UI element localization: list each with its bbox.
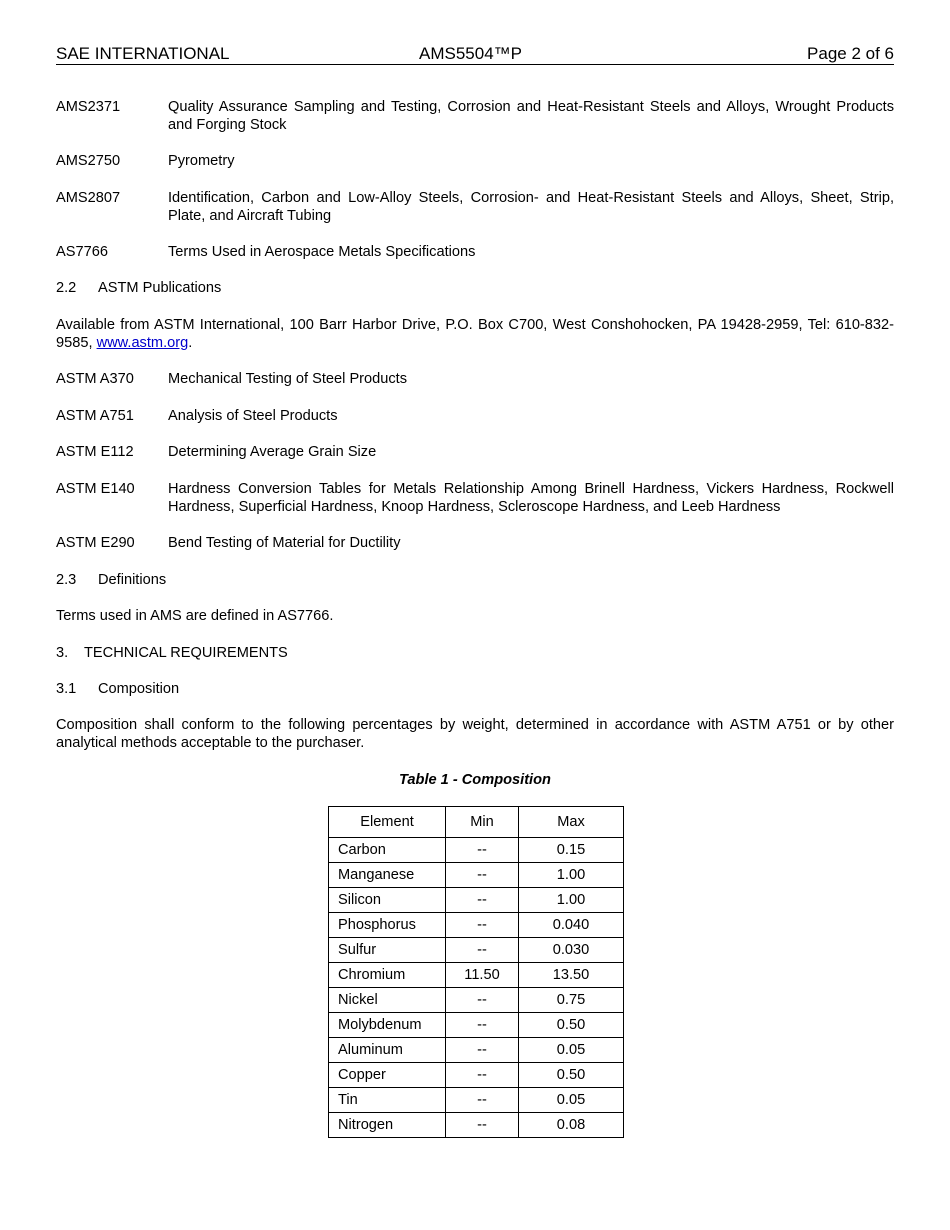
column-header-element: Element	[329, 807, 446, 838]
cell-element: Molybdenum	[329, 1013, 446, 1038]
cell-element: Chromium	[329, 963, 446, 988]
cell-max: 1.00	[519, 888, 624, 913]
section-heading-3-1	[56, 680, 894, 698]
cell-element: Nickel	[329, 988, 446, 1013]
cell-min: --	[446, 1013, 519, 1038]
cell-min: --	[446, 938, 519, 963]
table-row	[329, 963, 624, 988]
cell-max: 0.05	[519, 1088, 624, 1113]
header-org: SAE INTERNATIONAL	[56, 44, 230, 63]
cell-max: 0.05	[519, 1038, 624, 1063]
reference-title: Analysis of Steel Products	[168, 408, 338, 424]
cell-min: --	[446, 1038, 519, 1063]
cell-element: Sulfur	[329, 938, 446, 963]
header-page-number: Page 2 of 6	[807, 44, 894, 63]
cell-max: 0.15	[519, 838, 624, 863]
reference-code: ASTM A751	[56, 408, 134, 424]
reference-code: AMS2807	[56, 190, 121, 206]
section-number: 3.1	[56, 681, 77, 697]
cell-min: --	[446, 1088, 519, 1113]
cell-min: --	[446, 863, 519, 888]
astm-website-link[interactable]: www.astm.org	[96, 335, 189, 351]
reference-code: ASTM A370	[56, 371, 134, 387]
reference-title: Hardness Conversion Tables for Metals Relationship Among Brinell Hardness, Vickers Hardness, Rockwell Hardness, Superficial Hardness, Knoop Hardness, Scleroscope Hardness, and Leeb Hardness	[168, 481, 894, 515]
cell-max: 0.030	[519, 938, 624, 963]
table-row	[329, 1063, 624, 1088]
table-row	[329, 838, 624, 863]
section-heading-2-2	[56, 279, 894, 297]
reference-code: ASTM E140	[56, 481, 135, 497]
table-body	[329, 838, 624, 1138]
astm-availability-paragraph	[56, 316, 894, 352]
availability-text: Available from ASTM International, 100 Barr Harbor Drive, P.O. Box C700, West Conshohocken, PA 19428-2959, Tel: 610-832-9585,	[56, 317, 894, 351]
reference-title: Mechanical Testing of Steel Products	[168, 371, 408, 387]
table-header-row	[329, 807, 624, 838]
table-row	[329, 1113, 624, 1138]
cell-min: 11.50	[446, 963, 519, 988]
reference-code: AMS2371	[56, 99, 121, 115]
cell-min: --	[446, 1113, 519, 1138]
availability-end: .	[188, 335, 193, 351]
reference-title: Determining Average Grain Size	[168, 444, 377, 460]
reference-code: AMS2750	[56, 153, 121, 169]
table-row	[329, 913, 624, 938]
table-row	[329, 863, 624, 888]
section-title: Definitions	[98, 572, 167, 588]
composition-table	[328, 806, 624, 1138]
cell-max: 13.50	[519, 963, 624, 988]
reference-title: Quality Assurance Sampling and Testing, Corrosion and Heat-Resistant Steels and Alloys, Wrought Products and Forging Stock	[168, 99, 894, 133]
table-row	[329, 888, 624, 913]
section-number: 2.3	[56, 572, 77, 588]
cell-element: Manganese	[329, 863, 446, 888]
reference-title: Pyrometry	[168, 153, 235, 169]
table-caption: Table 1 - Composition	[399, 772, 551, 788]
reference-title: Terms Used in Aerospace Metals Specifications	[168, 244, 476, 260]
cell-min: --	[446, 913, 519, 938]
cell-min: --	[446, 1063, 519, 1088]
column-header-min: Min	[446, 807, 519, 838]
definitions-paragraph: Terms used in AMS are defined in AS7766.	[56, 608, 334, 624]
reference-code: ASTM E112	[56, 444, 134, 460]
section-title: Composition	[98, 681, 180, 697]
section-title: ASTM Publications	[98, 280, 222, 296]
cell-max: 1.00	[519, 863, 624, 888]
cell-max: 0.50	[519, 1063, 624, 1088]
cell-max: 0.50	[519, 1013, 624, 1038]
section-heading-3	[56, 644, 894, 662]
table-row	[329, 988, 624, 1013]
section-number: 2.2	[56, 280, 77, 296]
cell-min: --	[446, 888, 519, 913]
cell-min: --	[446, 838, 519, 863]
table-row	[329, 1013, 624, 1038]
cell-element: Tin	[329, 1088, 446, 1113]
cell-element: Phosphorus	[329, 913, 446, 938]
reference-title: Identification, Carbon and Low-Alloy Steels, Corrosion- and Heat-Resistant Steels and Alloys, Sheet, Strip, Plate, and Aircraft Tubing	[168, 190, 894, 224]
reference-code: ASTM E290	[56, 535, 135, 551]
cell-max: 0.75	[519, 988, 624, 1013]
section-title: TECHNICAL REQUIREMENTS	[84, 645, 288, 661]
cell-max: 0.040	[519, 913, 624, 938]
cell-min: --	[446, 988, 519, 1013]
section-number: 3.	[56, 645, 69, 661]
composition-paragraph: Composition shall conform to the following percentages by weight, determined in accordance with ASTM A751 or by other analytical methods acceptable to the purchaser.	[56, 717, 894, 751]
table-row	[329, 938, 624, 963]
section-heading-2-3	[56, 571, 894, 589]
reference-code: AS7766	[56, 244, 108, 260]
page-header	[56, 44, 894, 65]
cell-max: 0.08	[519, 1113, 624, 1138]
header-doc-id: AMS5504™P	[419, 44, 522, 63]
reference-title: Bend Testing of Material for Ductility	[168, 535, 401, 551]
cell-element: Copper	[329, 1063, 446, 1088]
column-header-max: Max	[519, 807, 624, 838]
table-row	[329, 1038, 624, 1063]
cell-element: Nitrogen	[329, 1113, 446, 1138]
cell-element: Silicon	[329, 888, 446, 913]
cell-element: Carbon	[329, 838, 446, 863]
cell-element: Aluminum	[329, 1038, 446, 1063]
table-row	[329, 1088, 624, 1113]
